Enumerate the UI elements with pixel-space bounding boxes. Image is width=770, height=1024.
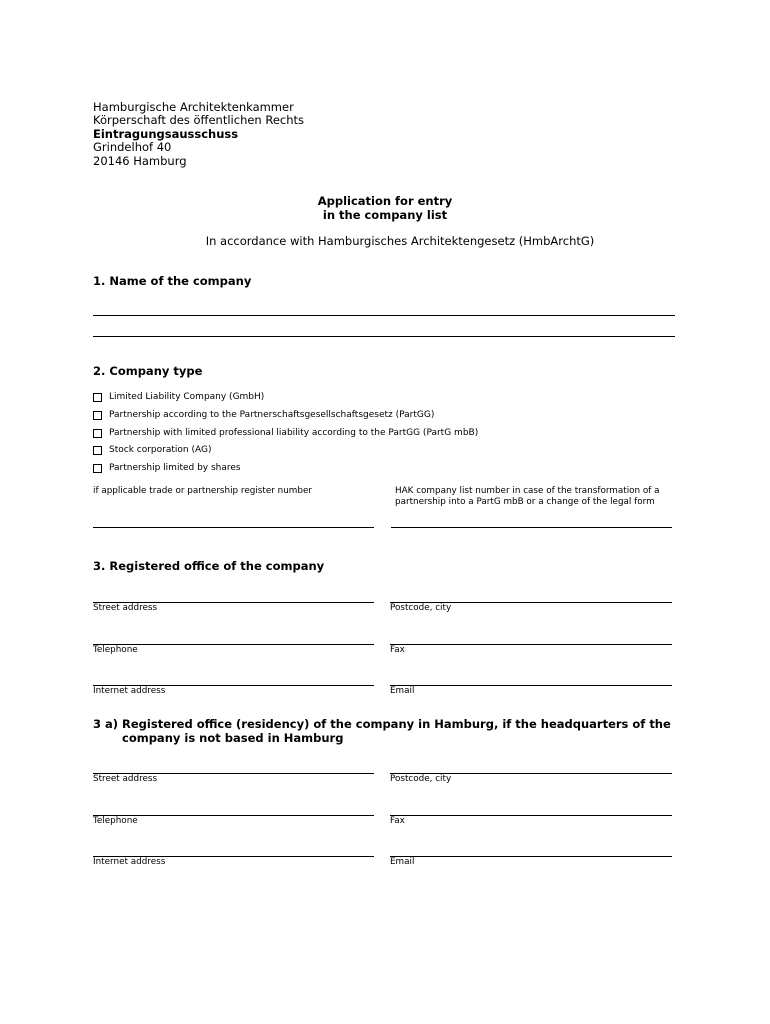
- company-type-option-ag[interactable]: [93, 445, 211, 455]
- hamburg-fax-line[interactable]: [390, 815, 672, 816]
- fax-line[interactable]: [390, 644, 672, 645]
- hak-number-line[interactable]: [391, 527, 672, 528]
- section-3a-heading-line-1: 3 a) Registered office (residency) of the company in Hamburg, if the headquarters of the: [93, 717, 671, 731]
- checkbox-gmbh[interactable]: [93, 393, 102, 402]
- address-line-city: 20146 Hamburg: [93, 153, 187, 168]
- register-number-label: if applicable trade or partnership register number: [93, 486, 312, 496]
- option-label: Limited Liability Company (GmbH): [109, 392, 265, 402]
- company-type-option-partg-mbb[interactable]: [93, 428, 478, 438]
- section-3a-heading-line-2: company is not based in Hamburg: [122, 731, 344, 745]
- checkbox-partg-mbb[interactable]: [93, 429, 102, 438]
- checkbox-ag[interactable]: [93, 446, 102, 455]
- postcode-city-label: Postcode, city: [390, 603, 452, 613]
- email-label: Email: [390, 686, 415, 696]
- fax-label: Fax: [390, 645, 405, 655]
- hamburg-email-label: Email: [390, 857, 415, 867]
- option-label: Partnership limited by shares: [109, 463, 241, 473]
- register-number-line[interactable]: [93, 527, 374, 528]
- email-line[interactable]: [390, 685, 672, 686]
- option-label: Partnership according to the Partnerschaftsgesellschaftsgesetz (PartGG): [109, 410, 435, 420]
- sender-address: [93, 101, 304, 168]
- internet-address-label: Internet address: [93, 686, 166, 696]
- street-address-label: Street address: [93, 603, 158, 613]
- section-2-heading: 2. Company type: [93, 364, 203, 378]
- hak-number-label: [395, 486, 685, 508]
- hak-label-line-2: partnership into a PartG mbB or a change of the legal form: [395, 497, 655, 507]
- address-line-organisation: Hamburgische Architektenkammer: [93, 100, 294, 114]
- company-name-line-1[interactable]: [93, 315, 675, 316]
- option-label: Partnership with limited professional liability according to the PartGG (PartG mbB): [109, 428, 479, 438]
- section-3a-heading: [93, 717, 693, 745]
- document-subtitle: In accordance with Hamburgisches Architektengesetz (HmbArchtG): [205, 234, 595, 248]
- title-line-2: in the company list: [322, 208, 448, 222]
- hamburg-telephone-label: Telephone: [93, 816, 138, 826]
- address-line-committee: Eintragungsausschuss: [93, 126, 239, 141]
- company-type-option-gmbh[interactable]: [93, 392, 264, 402]
- document-title: [0, 194, 770, 222]
- hamburg-postcode-city-label: Postcode, city: [390, 774, 452, 784]
- hamburg-fax-label: Fax: [390, 816, 405, 826]
- hamburg-email-line[interactable]: [390, 856, 672, 857]
- checkbox-kgaa[interactable]: [93, 464, 102, 473]
- address-line-street: Grindelhof 40: [93, 140, 172, 155]
- checkbox-partgg[interactable]: [93, 411, 102, 420]
- hak-label-line-1: HAK company list number in case of the transformation of a: [395, 486, 660, 496]
- title-line-1: Application for entry: [317, 194, 453, 208]
- section-1-heading: 1. Name of the company: [93, 274, 252, 288]
- telephone-label: Telephone: [93, 645, 138, 655]
- hamburg-street-address-label: Street address: [93, 774, 158, 784]
- hamburg-internet-address-label: Internet address: [93, 857, 166, 867]
- option-label: Stock corporation (AG): [109, 445, 212, 455]
- address-line-legal-form: Körperschaft des öffentlichen Rechts: [93, 113, 305, 128]
- company-type-option-partgg[interactable]: [93, 410, 434, 420]
- section-3-heading: 3. Registered office of the company: [93, 559, 325, 573]
- company-type-option-kgaa[interactable]: [93, 463, 241, 473]
- company-name-line-2[interactable]: [93, 336, 675, 337]
